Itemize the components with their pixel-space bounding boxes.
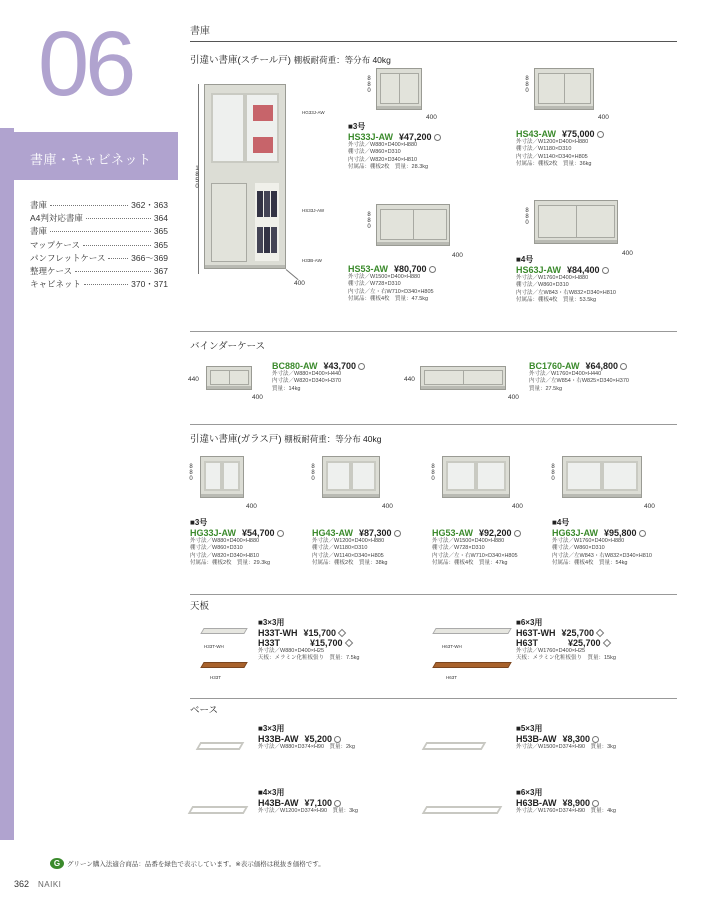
spec-line: 付属品：棚板2枚 質量：29.3kg xyxy=(190,560,271,567)
product-info xyxy=(272,361,365,393)
height-label: 440 xyxy=(188,376,199,383)
cabinet-image xyxy=(534,200,618,244)
chapter-index xyxy=(30,199,168,291)
spec-line: 内寸法／W820×D340×H370 xyxy=(272,378,342,385)
section-title-glass xyxy=(190,431,381,445)
spec-line: 外寸法／W1200×D374×H90 質量：3kg xyxy=(258,808,358,814)
size-tag: ■4×3用 xyxy=(258,788,285,797)
index-label: パンフレットケース xyxy=(30,252,106,263)
model-code: H33T xyxy=(258,638,281,648)
spec-line: 外寸法／W880×D400×H880 xyxy=(348,142,418,148)
price: ¥15,700 xyxy=(303,628,337,638)
section-title-steel xyxy=(190,52,391,66)
model-code: HS43-AW xyxy=(516,129,557,139)
price: ¥8,900 xyxy=(562,798,591,808)
green-purchase-icon xyxy=(620,363,627,370)
depth-label: 400 xyxy=(644,503,655,510)
spec-line: 外寸法／W880×D400×H880 xyxy=(190,538,260,544)
door xyxy=(538,73,565,104)
index-page: 362・363 xyxy=(131,200,168,210)
price: ¥25,700 xyxy=(561,628,595,638)
product-info xyxy=(312,518,401,568)
green-purchase-icon xyxy=(514,530,521,537)
green-purchase-icon xyxy=(334,800,341,807)
spec-line: 内寸法／左W843・右W832×D340×H810 xyxy=(516,289,616,296)
glass-door xyxy=(446,461,476,491)
size-tag: ■3×3用 xyxy=(258,618,285,627)
green-purchase-icon xyxy=(334,736,341,743)
image-label: H63T-WH xyxy=(442,644,462,649)
price: ¥80,700 xyxy=(394,264,427,274)
spec-line: 外寸法／W880×D400×H440 xyxy=(272,371,342,377)
depth-label: 400 xyxy=(452,252,463,259)
size-tag: ■3号 xyxy=(190,518,208,527)
spec-line: 外寸法／W1760×D400×H440 xyxy=(529,371,602,377)
size-tag: ■4号 xyxy=(552,518,570,527)
index-label: 書庫 xyxy=(30,226,48,237)
section-title-text: 引違い書庫(ガラス戸) xyxy=(190,434,282,445)
tall-label-top: HG33J-AW xyxy=(302,110,325,115)
depth-label: 400 xyxy=(382,503,393,510)
price: ¥47,200 xyxy=(399,132,432,142)
door xyxy=(380,73,400,104)
model-line xyxy=(516,734,616,744)
base-frame-image xyxy=(422,742,487,750)
sidebar-strip xyxy=(0,128,14,840)
depth-label: 400 xyxy=(508,394,519,401)
door xyxy=(463,370,503,385)
index-label: 整理ケース xyxy=(30,265,73,276)
glass-door xyxy=(476,461,506,491)
depth-label: 400 xyxy=(426,114,437,121)
price: ¥43,700 xyxy=(323,361,357,371)
cabinet-image xyxy=(376,68,422,110)
model-line xyxy=(258,628,359,638)
index-row xyxy=(30,212,168,225)
model-line xyxy=(516,265,616,275)
product-info xyxy=(258,788,358,815)
product-info xyxy=(516,724,616,751)
product-info xyxy=(258,618,359,663)
index-page: 365 xyxy=(153,226,168,237)
index-row xyxy=(30,239,168,252)
chapter-number: 06 xyxy=(38,13,133,115)
index-page: 367 xyxy=(153,265,168,276)
size-tag: ■3号 xyxy=(348,122,366,131)
door xyxy=(576,205,615,238)
green-purchase-icon xyxy=(434,134,441,141)
steel-door-left xyxy=(211,183,247,262)
height-label: 880 xyxy=(551,464,555,482)
section-rule xyxy=(190,424,677,425)
model-code: H33T-WH xyxy=(258,628,298,638)
model-code: BC880-AW xyxy=(272,361,318,371)
tall-cabinet xyxy=(204,84,286,269)
green-purchase-icon xyxy=(358,363,365,370)
page-header: 書庫 xyxy=(190,26,210,37)
product-info xyxy=(516,788,616,815)
cabinet-image xyxy=(534,68,594,110)
product-info xyxy=(348,122,441,172)
spec-line: 質量：27.5kg xyxy=(529,385,563,392)
spec-line: 棚寸法／W860×D310 xyxy=(516,282,569,289)
spec-line: 外寸法／W1500×D374×H90 質量：3kg xyxy=(516,744,616,750)
green-purchase-icon xyxy=(592,800,599,807)
glass-door xyxy=(566,461,602,491)
glass-door-left xyxy=(211,93,245,163)
spec-line: 外寸法／W1760×D400×H25 xyxy=(516,648,586,654)
binder-icon xyxy=(264,227,270,253)
model-code: H63T xyxy=(516,638,539,648)
model-code: H43B-AW xyxy=(258,798,299,808)
binder-icon xyxy=(257,227,263,253)
model-code: H53B-AW xyxy=(516,734,557,744)
page-number: 362 xyxy=(14,879,30,889)
section-subtitle: 棚板耐荷重：等分布 40kg xyxy=(284,434,382,444)
spec-line: 内寸法／W820×D340×H810 xyxy=(190,552,260,559)
index-row xyxy=(30,252,168,265)
price: ¥5,200 xyxy=(304,734,333,744)
size-tag: ■4号 xyxy=(516,255,534,264)
model-code: HS63J-AW xyxy=(516,265,562,275)
base-frame-image xyxy=(196,742,245,750)
spec-line: 棚寸法／W860×D310 xyxy=(552,545,605,552)
model-code: HG63J-AW xyxy=(552,528,599,538)
height-label: 880 xyxy=(525,76,529,94)
door xyxy=(210,370,230,385)
footer-note xyxy=(50,858,325,869)
model-code: HS53-AW xyxy=(348,264,389,274)
spec-line: 内寸法／W1140×D340×H805 xyxy=(516,153,588,160)
price: ¥75,000 xyxy=(562,129,595,139)
door xyxy=(424,370,464,385)
model-line xyxy=(552,528,652,538)
height-label: 880 xyxy=(311,464,315,482)
leader-dots xyxy=(86,218,151,219)
binder-icon xyxy=(257,191,263,217)
green-purchase-icon xyxy=(429,266,436,273)
green-purchase-icon xyxy=(602,267,609,274)
index-label: 書庫 xyxy=(30,200,48,210)
model-line xyxy=(258,798,358,808)
spec-line: 天板：メラミン化粧板張り 質量：15kg xyxy=(516,655,616,662)
spec-line: 付属品：棚板4枚 質量：54kg xyxy=(552,560,628,567)
spec-line: 外寸法／W1200×D400×H880 xyxy=(312,538,385,544)
sidebar xyxy=(0,0,178,900)
files-icon xyxy=(253,137,273,153)
product-info xyxy=(190,518,284,568)
index-row xyxy=(30,278,168,291)
files-icon xyxy=(253,105,273,121)
category-title: 書庫・キャビネット xyxy=(30,152,152,167)
tall-depth-label: 400 xyxy=(294,280,305,287)
spec-line: 外寸法／W1760×D374×H90 質量：4kg xyxy=(516,808,616,814)
model-line xyxy=(516,798,616,808)
model-line xyxy=(190,528,284,538)
door xyxy=(380,209,414,240)
section-title-text: 引違い書庫(スチール戸) xyxy=(190,55,291,66)
green-purchase-icon xyxy=(592,736,599,743)
green-purchase-icon xyxy=(277,530,284,537)
spec-line: 付属品：棚板2枚 質量：38kg xyxy=(312,560,388,567)
diamond-icon xyxy=(344,639,352,647)
model-code: HG33J-AW xyxy=(190,528,237,538)
depth-label: 400 xyxy=(512,503,523,510)
section-rule xyxy=(190,331,677,332)
height-label: 880 xyxy=(189,464,193,482)
index-label: キャビネット xyxy=(30,279,82,290)
spec-line: 付属品：棚板4枚 質量：47kg xyxy=(432,560,508,567)
spec-line: 天板：メラミン化粧板張り 質量：7.5kg xyxy=(258,655,360,662)
spec-line: 内寸法／左・右W710×D340×H805 xyxy=(348,288,434,295)
index-page: 370・371 xyxy=(131,279,168,290)
cabinet-image xyxy=(420,366,506,390)
cabinet-image xyxy=(562,456,642,498)
door xyxy=(564,73,591,104)
index-page: 365 xyxy=(153,239,168,250)
size-tag: ■6×3用 xyxy=(516,618,543,627)
spec-line: 内寸法／W820×D340×H810 xyxy=(348,156,418,163)
brown-top-board-image xyxy=(432,662,511,668)
green-purchase-logo-icon: G xyxy=(50,858,64,869)
spec-line: 内寸法／W1140×D340×H805 xyxy=(312,552,384,559)
spec-line: 棚寸法／W728×D310 xyxy=(432,545,485,552)
price: ¥8,300 xyxy=(562,734,591,744)
product-info xyxy=(552,518,652,568)
cabinet-image xyxy=(376,204,450,246)
model-line xyxy=(516,638,616,648)
spec-line: 棚寸法／W728×D310 xyxy=(348,281,401,288)
brand-name: NAIKI xyxy=(38,880,62,889)
model-code: HS33J-AW xyxy=(348,132,394,142)
spec-line: 棚寸法／W1180×D310 xyxy=(516,146,572,153)
size-tag: ■5×3用 xyxy=(516,724,543,733)
image-label: H63T xyxy=(446,675,458,680)
leader-dots xyxy=(75,271,151,272)
door xyxy=(229,370,249,385)
leader-dots xyxy=(83,245,151,246)
base-frame-image xyxy=(422,806,503,814)
height-label: 880 xyxy=(367,212,371,230)
model-code: BC1760-AW xyxy=(529,361,580,371)
model-code: HG43-AW xyxy=(312,528,354,538)
door xyxy=(413,209,447,240)
glass-door xyxy=(602,461,638,491)
spec-line: 外寸法／W1760×D400×H880 xyxy=(552,538,625,544)
spec-line: 内寸法／左W854・右W825×D340×H370 xyxy=(529,378,629,385)
spec-line: 外寸法／W1500×D400×H880 xyxy=(348,274,421,280)
base-frame-image xyxy=(188,806,249,814)
diamond-icon xyxy=(596,629,604,637)
cabinet-image xyxy=(200,456,244,498)
spec-line: 棚寸法／W860×D310 xyxy=(348,149,401,156)
spec-line: 付属品：棚板4枚 質量：47.5kg xyxy=(348,296,429,303)
tall-label-middle: HS33J-AW xyxy=(302,208,325,213)
diamond-icon xyxy=(338,629,346,637)
depth-label: 400 xyxy=(246,503,257,510)
green-purchase-icon xyxy=(394,530,401,537)
product-info xyxy=(348,264,436,304)
index-page: 364 xyxy=(153,213,168,224)
index-label: A4判対応書庫 xyxy=(30,213,83,224)
index-page: 366～369 xyxy=(131,252,168,263)
glass-door xyxy=(222,461,240,491)
index-row xyxy=(30,265,168,278)
spec-line: 外寸法／W1200×D400×H880 xyxy=(516,139,589,145)
model-line xyxy=(348,264,436,274)
footer-note-text: グリーン購入法適合商品：品番を緑色で表示しています。※表示価格は税抜き価格です。 xyxy=(67,861,325,868)
model-line xyxy=(258,734,355,744)
cabinet-image xyxy=(442,456,510,498)
leader-dots xyxy=(50,205,128,206)
model-code: H33B-AW xyxy=(258,734,299,744)
model-line xyxy=(432,528,521,538)
spec-line: 内寸法／左W843・右W832×D340×H810 xyxy=(552,552,652,559)
price: ¥54,700 xyxy=(242,528,275,538)
product-info xyxy=(516,255,616,305)
depth-line xyxy=(286,269,299,280)
price: ¥92,200 xyxy=(479,528,512,538)
model-code: H63B-AW xyxy=(516,798,557,808)
brown-top-board-image xyxy=(200,662,247,668)
model-line xyxy=(516,628,616,638)
section-title-top: 天板 xyxy=(190,601,210,612)
size-tag: ■3×3用 xyxy=(258,724,285,733)
height-label: 880 xyxy=(525,208,529,226)
green-purchase-icon xyxy=(639,530,646,537)
binder-icon xyxy=(271,227,277,253)
depth-label: 400 xyxy=(252,394,263,401)
size-tag xyxy=(312,518,401,528)
image-label: H33T xyxy=(210,675,222,680)
product-info xyxy=(516,618,616,663)
spec-line: 棚寸法／W860×D310 xyxy=(190,545,243,552)
size-tag xyxy=(432,518,521,528)
model-line xyxy=(312,528,401,538)
depth-label: 400 xyxy=(622,250,633,257)
spec-line: 棚寸法／W1180×D310 xyxy=(312,545,368,552)
binder-icon xyxy=(271,191,277,217)
section-rule xyxy=(190,698,677,699)
model-line xyxy=(529,361,629,371)
header-rule xyxy=(190,41,677,42)
spec-line: 質量：14kg xyxy=(272,385,301,392)
index-row xyxy=(30,199,168,212)
open-shelf xyxy=(255,183,279,261)
tall-height-label: 1850 xyxy=(195,166,199,190)
spec-line: 外寸法／W1500×D400×H880 xyxy=(432,538,505,544)
price: ¥7,100 xyxy=(304,798,333,808)
cabinet-image xyxy=(322,456,380,498)
price: ¥87,300 xyxy=(359,528,392,538)
product-info xyxy=(516,129,604,169)
section-rule xyxy=(190,594,677,595)
product-info xyxy=(432,518,521,568)
spec-line: 外寸法／W1760×D400×H880 xyxy=(516,275,589,281)
image-label: H33T-WH xyxy=(204,644,224,649)
spec-line: 外寸法／W880×D400×H25 xyxy=(258,648,325,654)
price: ¥64,800 xyxy=(585,361,619,371)
price: ¥95,800 xyxy=(604,528,637,538)
green-purchase-icon xyxy=(597,131,604,138)
glass-door xyxy=(326,461,351,491)
leader-dots xyxy=(108,258,128,259)
tall-label-bottom: H33B-AW xyxy=(302,258,322,263)
size-tag: ■6×3用 xyxy=(516,788,543,797)
model-code: H63T-WH xyxy=(516,628,556,638)
model-code: HG53-AW xyxy=(432,528,474,538)
leader-dots xyxy=(50,231,151,232)
product-info xyxy=(258,724,355,751)
price: ¥84,400 xyxy=(567,265,600,275)
product-info xyxy=(529,361,629,393)
door xyxy=(538,205,577,238)
spec-line: 外寸法／W880×D374×H90 質量：2kg xyxy=(258,744,355,750)
white-top-board-image xyxy=(200,628,247,634)
cabinet-image xyxy=(206,366,252,390)
white-top-board-image xyxy=(432,628,511,634)
height-label: 880 xyxy=(367,76,371,94)
model-line xyxy=(258,638,359,648)
glass-door xyxy=(351,461,376,491)
spec-line: 付属品：棚板4枚 質量：53.5kg xyxy=(516,297,597,304)
section-title-binder: バインダーケース xyxy=(190,341,266,352)
model-line xyxy=(272,361,365,371)
door xyxy=(399,73,419,104)
glass-door xyxy=(204,461,222,491)
binder-icon xyxy=(264,191,270,217)
section-subtitle: 棚板耐荷重：等分布 40kg xyxy=(293,55,391,65)
height-label: 440 xyxy=(404,376,415,383)
spec-line: 内寸法／左・右W710×D340×H805 xyxy=(432,552,518,559)
index-label: マップケース xyxy=(30,239,80,250)
diamond-icon xyxy=(602,639,610,647)
height-label: 880 xyxy=(431,464,435,482)
depth-label: 400 xyxy=(598,114,609,121)
price: ¥15,700 xyxy=(310,638,343,648)
price: ¥25,700 xyxy=(568,638,601,648)
model-line xyxy=(516,129,604,139)
spec-line: 付属品：棚板2枚 質量：28.3kg xyxy=(348,164,429,171)
model-line xyxy=(348,132,441,142)
index-row xyxy=(30,225,168,238)
spec-line: 付属品：棚板2枚 質量：36kg xyxy=(516,161,592,168)
section-title-base: ベース xyxy=(190,705,219,716)
leader-dots xyxy=(84,284,128,285)
